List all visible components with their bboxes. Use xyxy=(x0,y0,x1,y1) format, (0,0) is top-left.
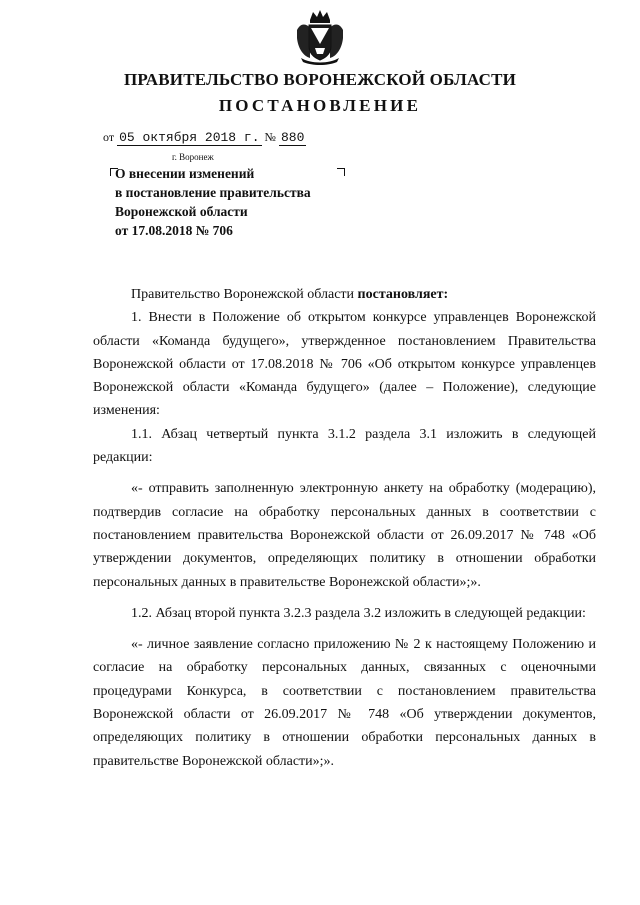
government-title: ПРАВИТЕЛЬСТВО ВОРОНЕЖСКОЙ ОБЛАСТИ xyxy=(123,70,517,89)
subject-line: от 17.08.2018 № 706 xyxy=(115,223,233,238)
document-type: ПОСТАНОВЛЕНИЕ xyxy=(218,96,422,115)
body-paragraph: 1.1. Абзац четвертый пункта 3.1.2 раздела 3.1 изложить в следующей редакции: xyxy=(93,426,596,466)
body-paragraph: 1.2. Абзац второй пункта 3.2.3 раздела 3.2 изложить в следующей редакции: xyxy=(131,605,586,621)
number-prefix: № xyxy=(264,130,276,144)
document-body xyxy=(93,283,596,773)
subject-line: Воронежской области xyxy=(115,204,248,219)
subject-line: О внесении изменений xyxy=(115,166,255,181)
body-paragraph: 1. Внести в Положение об открытом конкурсе управленцев Воронежской области «Команда будущего», утвержденное постановлением Правительства Воронежской области от 17.08.2018 № 706 «Об открытом конкурсе управленцев Воронежской области «Команда будущего» (далее – Положение), следующие изменения: xyxy=(93,310,596,419)
subject-bracket-right xyxy=(337,168,345,176)
date-prefix: от xyxy=(103,130,115,144)
intro-resolves: постановляет: xyxy=(357,287,449,302)
document-number: 880 xyxy=(280,130,305,145)
voronezh-coat-of-arms-icon xyxy=(293,8,347,66)
intro-paragraph xyxy=(93,283,596,306)
body-paragraph: «- личное заявление согласно приложению № 2 к настоящему Положению и согласие на обработку персональных данных, связанных с оценочными процедурами Конкурса, в соответствии с постановлением правительства Воронежской области от 26.09.2017 № 748 «Об утверждении документов, определяющих политику в отношении обработки персональных данных в правительстве Воронежской области»;». xyxy=(93,637,596,769)
document-subject xyxy=(115,164,311,240)
date-number-line xyxy=(103,130,306,145)
intro-text: Правительство Воронежской области xyxy=(131,287,358,302)
subject-line: в постановление правительства xyxy=(115,185,311,200)
city-label: г. Воронеж xyxy=(172,152,214,162)
document-date: 05 октября 2018 г. xyxy=(119,130,260,145)
body-paragraph: «- отправить заполненную электронную анкету на обработку (модерацию), подтвердив согласие на обработку персональных данных в соответствии с постановлением правительства Воронежской области от 26.09.2017 № 748 «Об утверждении документов, определяющих политику в отношении обработки персональных данных в правительстве Воронежской области»;». xyxy=(93,481,596,590)
